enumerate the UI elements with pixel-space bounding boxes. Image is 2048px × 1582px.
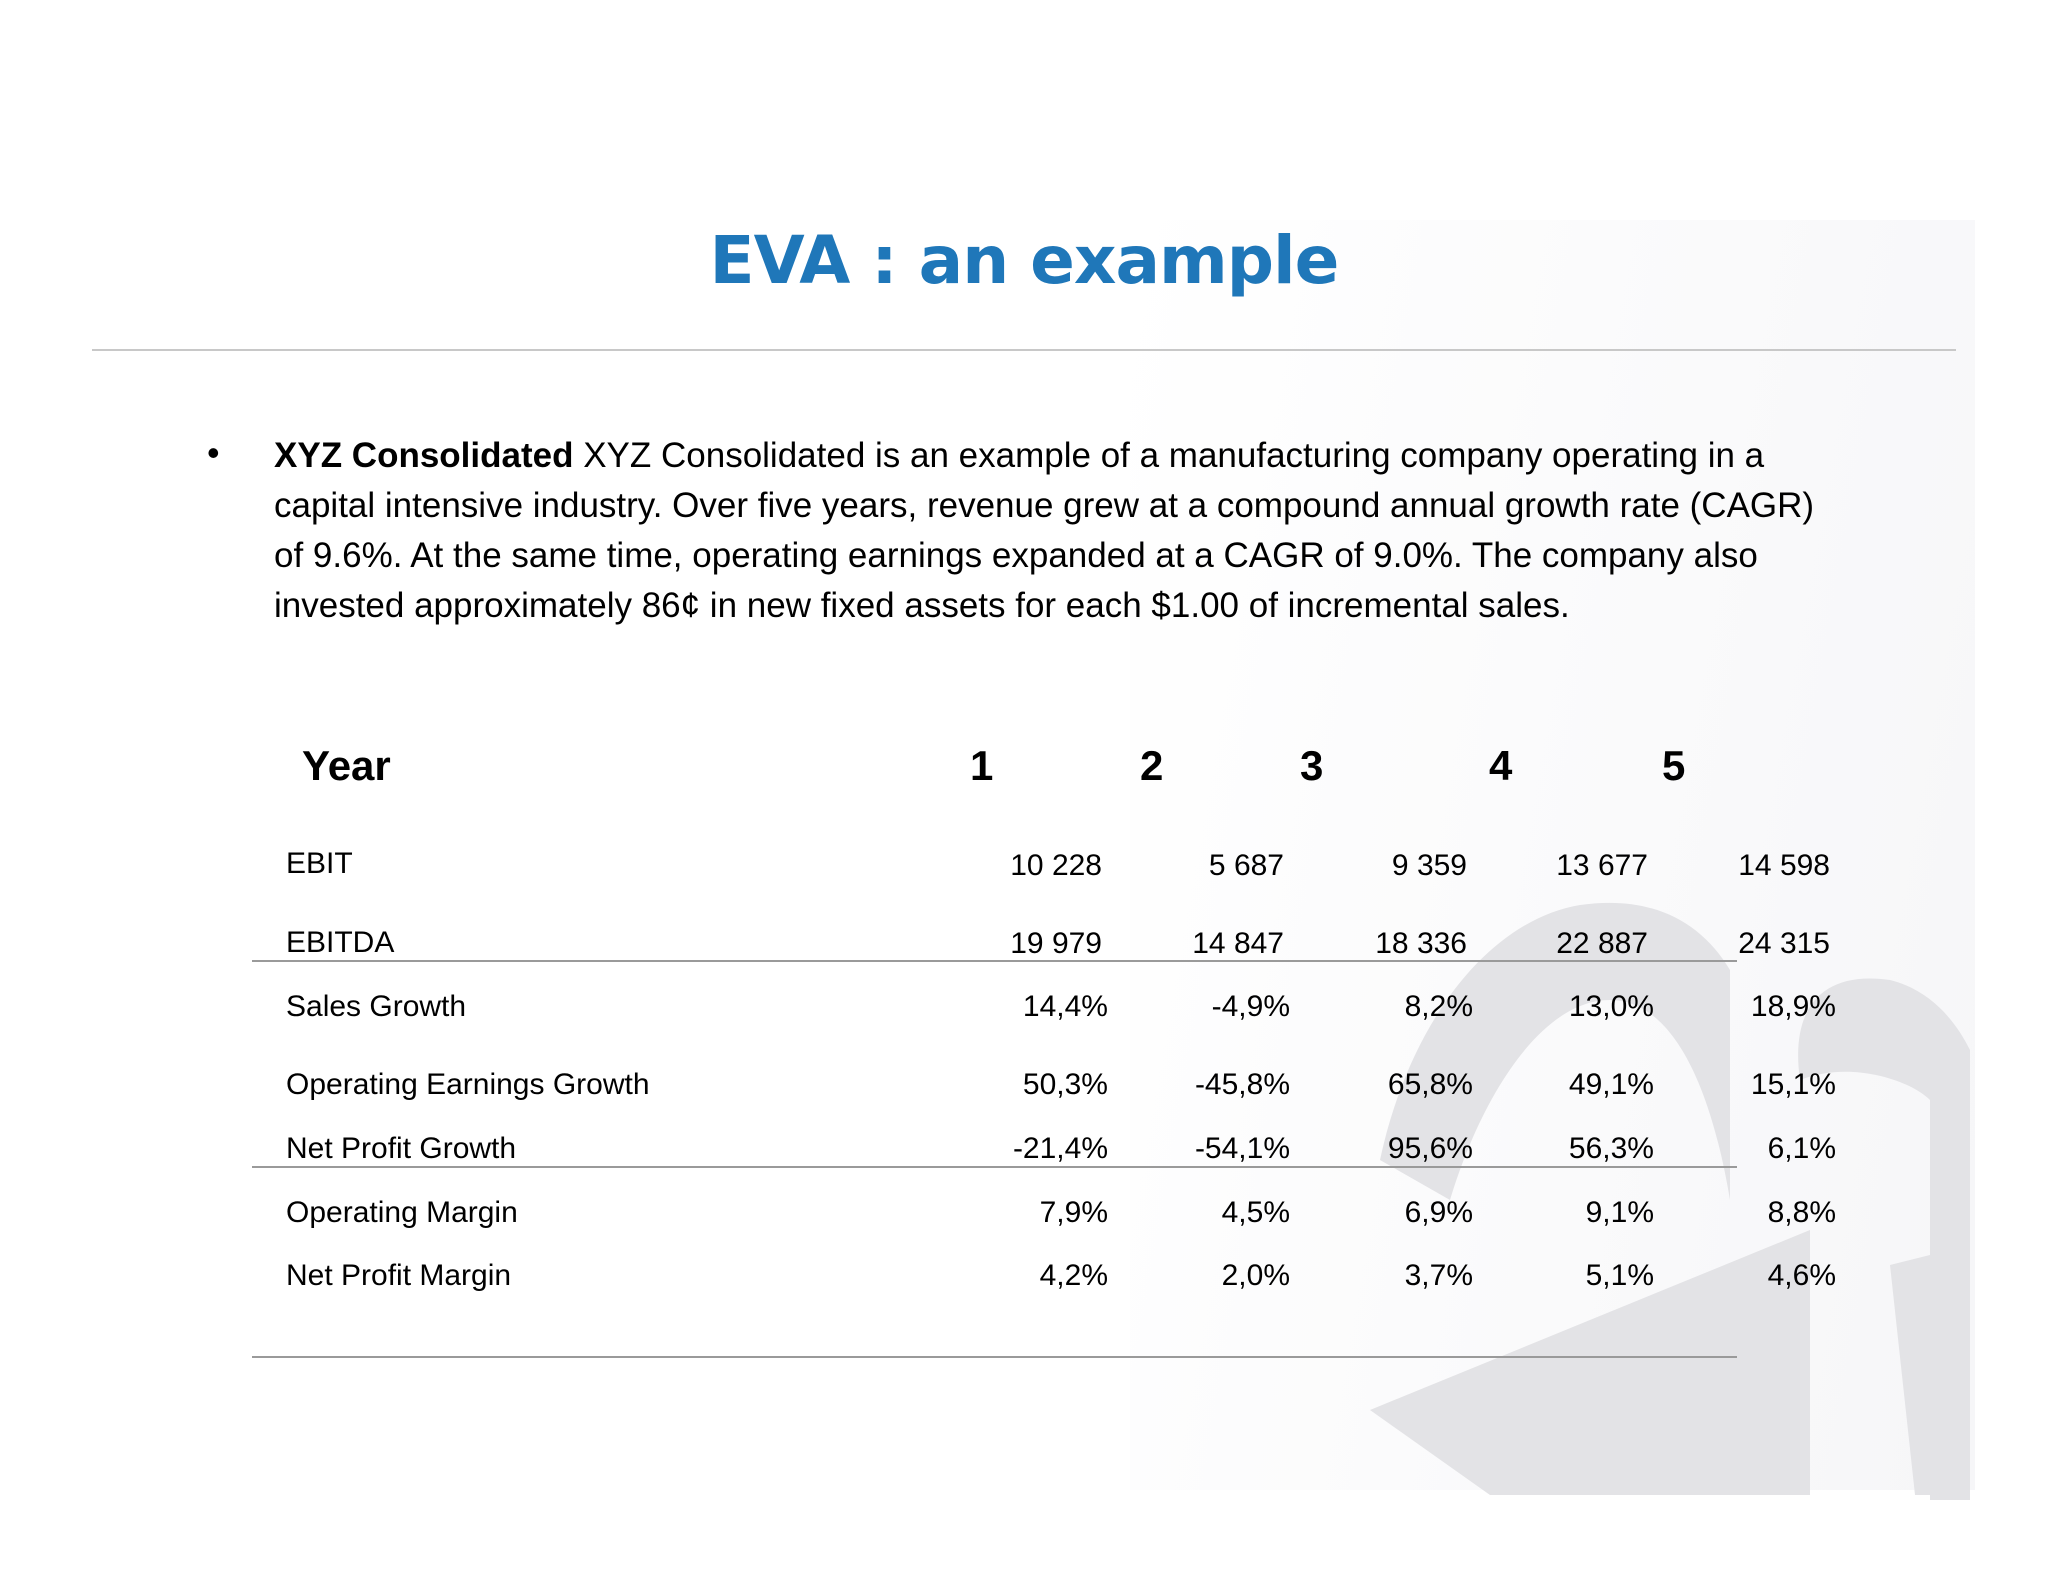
table-cell: 14 847	[1192, 927, 1284, 960]
table-cell: 18 336	[1375, 927, 1467, 960]
table-cell: 2,0%	[1221, 1259, 1290, 1292]
table-cell: 5 687	[1208, 849, 1284, 882]
table-cell: 4,2%	[1039, 1259, 1108, 1292]
table-cell: 3,7%	[1404, 1259, 1473, 1292]
table-header-year-1: 1	[970, 742, 994, 789]
table-cell: 15,1%	[1750, 1068, 1836, 1101]
bullet-dot-icon: •	[207, 432, 220, 473]
table-header-year-3: 3	[1300, 742, 1324, 789]
table-cell: 6,9%	[1404, 1196, 1473, 1229]
table-divider	[252, 960, 1737, 962]
table-cell: 9,1%	[1585, 1196, 1654, 1229]
table-bottom-rule	[252, 1356, 1737, 1358]
table-cell: 13,0%	[1568, 990, 1654, 1023]
table-cell: 19 979	[1010, 927, 1102, 960]
row-label-ebitda: EBITDA	[286, 926, 395, 959]
bullet-lead: XYZ Consolidated	[274, 436, 574, 475]
row-label-ebit: EBIT	[286, 847, 353, 880]
bullet-text: XYZ Consolidated is an example of a manufacturing company operating in a capital intensive industry. Over five years, revenue grew at a compound annual growth rate (CAGR) of 9.6%. At the same time, operating earnings expanded at a CAGR of 9.0%. The company also invested approximately 86¢ in new fixed assets for each $1.00 of incremental sales.	[274, 436, 1815, 625]
table-cell: 22 887	[1556, 927, 1648, 960]
title-divider	[92, 349, 1956, 351]
table-header-year-4: 4	[1489, 742, 1513, 789]
row-label-sales-growth: Sales Growth	[286, 990, 467, 1023]
table-cell: 8,8%	[1767, 1196, 1836, 1229]
row-label-net-profit-growth: Net Profit Growth	[286, 1132, 517, 1165]
table-cell: 14 598	[1738, 849, 1830, 882]
table-cell: 95,6%	[1387, 1132, 1473, 1165]
table-cell: -4,9%	[1211, 990, 1290, 1023]
table-divider	[252, 1166, 1737, 1168]
table-cell: -45,8%	[1194, 1068, 1290, 1101]
table-cell: -21,4%	[1012, 1132, 1108, 1165]
table-cell: 24 315	[1738, 927, 1830, 960]
table-cell: 4,6%	[1767, 1259, 1836, 1292]
table-cell: 4,5%	[1221, 1196, 1290, 1229]
table-header-year: Year	[302, 742, 391, 789]
table-cell: 9 359	[1391, 849, 1467, 882]
row-label-operating-margin: Operating Margin	[286, 1196, 518, 1229]
table-cell: 13 677	[1556, 849, 1648, 882]
financial-table	[252, 728, 1836, 1368]
table-cell: 8,2%	[1404, 990, 1473, 1023]
table-header-year-5: 5	[1662, 742, 1686, 789]
row-label-net-profit-margin: Net Profit Margin	[286, 1259, 512, 1292]
table-cell: 49,1%	[1568, 1068, 1654, 1101]
page-title: EVA : an example	[709, 222, 1339, 299]
table-cell: 5,1%	[1585, 1259, 1654, 1292]
bullet-paragraph	[274, 431, 1844, 631]
table-cell: 14,4%	[1022, 990, 1108, 1023]
row-label-operating-earnings-growth: Operating Earnings Growth	[286, 1068, 650, 1101]
table-cell: 50,3%	[1022, 1068, 1108, 1101]
table-header-year-2: 2	[1140, 742, 1164, 789]
table-cell: 56,3%	[1568, 1132, 1654, 1165]
table-cell: -54,1%	[1194, 1132, 1290, 1165]
table-cell: 18,9%	[1750, 990, 1836, 1023]
table-cell: 7,9%	[1039, 1196, 1108, 1229]
table-cell: 6,1%	[1767, 1132, 1836, 1165]
table-cell: 65,8%	[1387, 1068, 1473, 1101]
table-cell: 10 228	[1010, 849, 1102, 882]
